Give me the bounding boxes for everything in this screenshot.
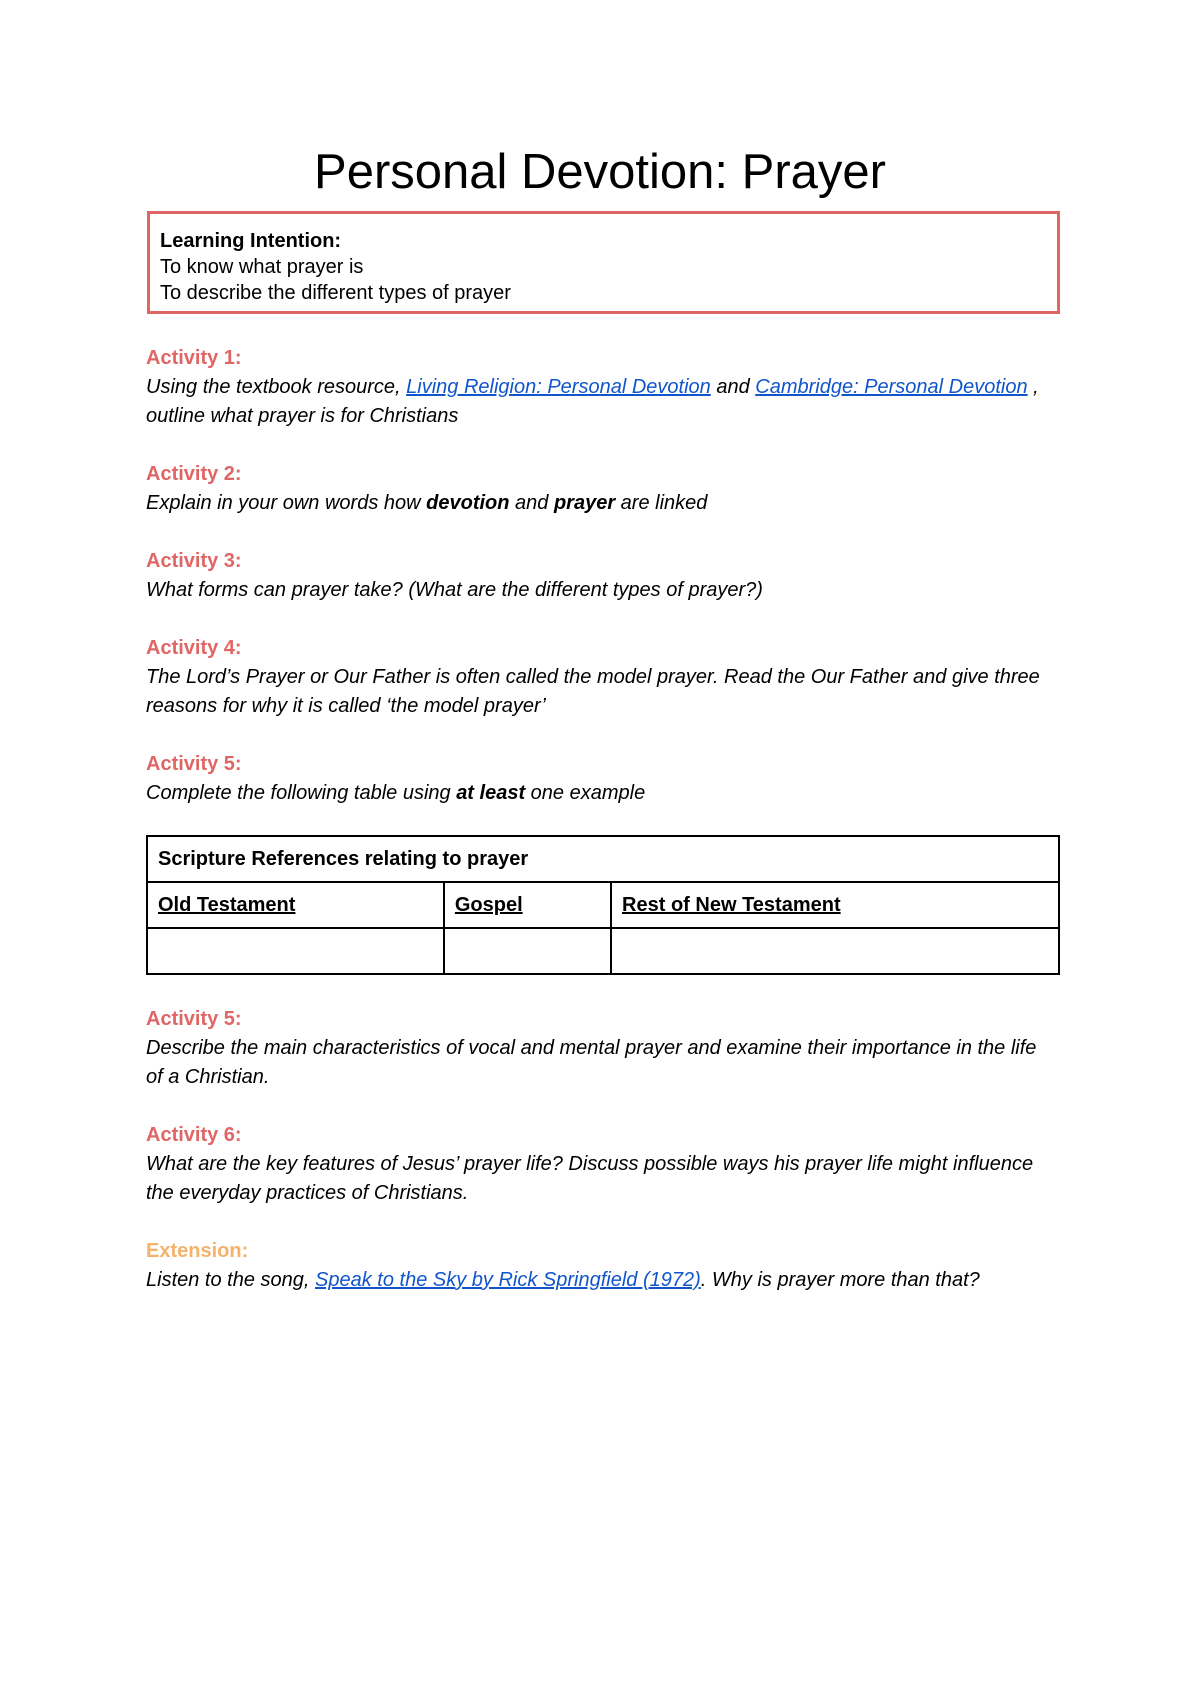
- activity-text-part: and: [509, 492, 554, 514]
- living-religion-link[interactable]: Living Religion: Personal Devotion: [406, 376, 711, 398]
- activity-6: [146, 1121, 1058, 1208]
- activity-text: [146, 489, 1058, 518]
- column-gospel: Gospel: [444, 882, 611, 928]
- activity-heading: Activity 3:: [146, 550, 242, 572]
- learning-intention-heading: Learning Intention:: [160, 230, 342, 252]
- emphasis-prayer: prayer: [553, 492, 616, 514]
- activity-heading: Activity 1:: [146, 347, 242, 369]
- activity-text: What are the key features of Jesus’ prayer life? Discuss possible ways his prayer life might influence the everyday practices of Christians.: [146, 1153, 1034, 1204]
- activity-text-part: and: [710, 376, 756, 398]
- column-rest-of-new-testament: Rest of New Testament: [611, 882, 1059, 928]
- table-title: Scripture References relating to prayer: [147, 836, 1059, 882]
- extension-heading: Extension:: [146, 1240, 249, 1262]
- cambridge-link[interactable]: Cambridge: Personal Devotion: [755, 376, 1028, 398]
- activities-section: [146, 344, 1058, 1324]
- extension: [146, 1237, 1058, 1295]
- activity-text: [146, 373, 1058, 431]
- activity-heading: Activity 5:: [146, 1008, 242, 1030]
- activity-heading: Activity 2:: [146, 463, 242, 485]
- extension-text-part: Listen to the song,: [146, 1269, 316, 1291]
- activity-text: [146, 779, 1058, 808]
- activity-text-part: Explain in your own words how: [146, 492, 427, 514]
- learning-intention-line: To know what prayer is: [160, 256, 364, 278]
- activity-2: [146, 460, 1058, 518]
- emphasis-devotion: devotion: [426, 492, 510, 514]
- activity-3: [146, 547, 1058, 605]
- table-header-row: [147, 836, 1059, 882]
- activity-text-part: one example: [525, 782, 646, 804]
- activity-text-part: , outline what prayer is for Christians: [146, 376, 1039, 427]
- emphasis-at-least: at least: [456, 782, 526, 804]
- table-cell-gospel[interactable]: [444, 928, 611, 974]
- activity-text-part: Using the textbook resource,: [146, 376, 407, 398]
- song-link[interactable]: Speak to the Sky by Rick Springfield (1972): [315, 1269, 701, 1291]
- activity-4: [146, 634, 1058, 721]
- column-old-testament: Old Testament: [147, 882, 444, 928]
- activity-heading: Activity 6:: [146, 1124, 242, 1146]
- learning-intention-line: To describe the different types of prayer: [160, 282, 511, 304]
- activity-heading: Activity 4:: [146, 637, 242, 659]
- page-title: Personal Devotion: Prayer: [314, 145, 886, 199]
- activity-5b: [146, 1005, 1058, 1092]
- table-column-row: [147, 882, 1059, 928]
- learning-intention-box: [147, 211, 1060, 314]
- activity-1: [146, 344, 1058, 431]
- activity-text: Describe the main characteristics of vocal and mental prayer and examine their importance in the life of a Christian.: [146, 1037, 1037, 1088]
- activity-text: The Lord’s Prayer or Our Father is often called the model prayer. Read the Our Father and give three reasons for why it is called ‘the model prayer’: [146, 666, 1040, 717]
- table-cell-rest-of-new-testament[interactable]: [611, 928, 1059, 974]
- extension-text: [146, 1266, 1058, 1295]
- activity-heading: Activity 5:: [146, 753, 242, 775]
- table-row: [147, 928, 1059, 974]
- scripture-references-table: [146, 835, 1060, 975]
- activity-5: [146, 750, 1058, 808]
- table-cell-old-testament[interactable]: [147, 928, 444, 974]
- activity-text-part: Complete the following table using: [146, 782, 457, 804]
- extension-text-part: . Why is prayer more than that?: [700, 1269, 980, 1291]
- activity-text-part: are linked: [615, 492, 708, 514]
- activity-text: What forms can prayer take? (What are the different types of prayer?): [146, 579, 763, 601]
